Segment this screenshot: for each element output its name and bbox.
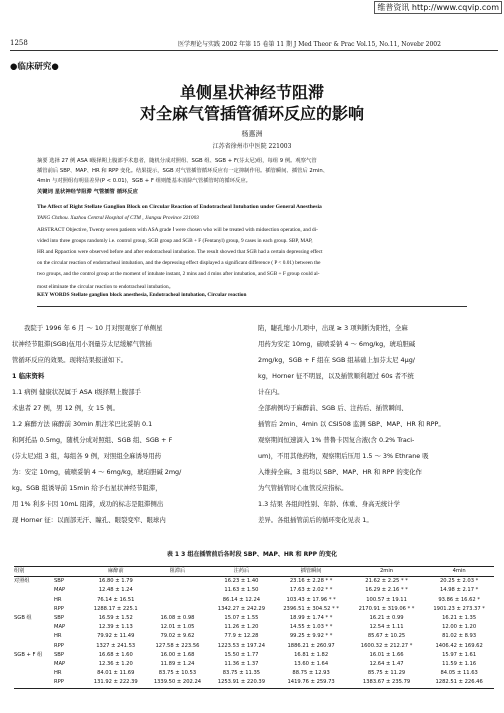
table-value-cell: 83.75 ± 11.35 <box>222 670 261 677</box>
table-value-cell: 16.23 ± 1.40 <box>224 578 259 585</box>
table-value-cell: 21.62 ± 2.25 * * <box>365 578 408 585</box>
body-right-line: 计在内。 <box>258 388 284 396</box>
table-header-cell: 插管瞬间 <box>273 567 348 577</box>
table-metric-cell: MAP <box>54 624 66 631</box>
body-left-line: (芬太尼)组 3 组，每组各 9 例，对照组全麻诱导用药 <box>12 452 162 460</box>
table-value-cell: 16.29 ± 2.16 * * <box>365 587 408 594</box>
table-header-row <box>14 567 494 577</box>
body-right-line: 全部病例均于麻醉前、SGB 后、注药后、插管瞬间、 <box>258 404 408 412</box>
english-author: YANG Chzhou. Xuzhou Central Hospital of CTM , Jiangsu Province 221003 <box>37 215 199 221</box>
table-value-cell: 85.75 ± 11.29 <box>367 670 406 677</box>
table-header-cell: 4min <box>424 567 494 577</box>
table-value-cell: 13.60 ± 1.64 <box>294 661 329 668</box>
abstract-en-line: vided into three groups randomly i.e. control group, SGB group and SGB + F (Fentanyl) group, 9 cases in each group. SBP, MAP, <box>37 238 313 244</box>
table-row <box>14 577 494 587</box>
table-value-cell: 2170.91 ± 319.06 * * <box>358 605 415 612</box>
table-value-cell: 12.54 ± 1.11 <box>369 624 404 631</box>
body-right-line: 入维持全麻。3 组均以 SBP、MAP、HR 和 RPP 的变化作 <box>258 468 422 476</box>
table-value-cell: 1419.76 ± 259.73 <box>273 678 348 688</box>
table-value-cell: 16.08 ± 0.98 <box>160 615 195 622</box>
table-value-cell: 23.16 ± 2.28 * * <box>289 578 333 585</box>
body-left-line: 状神经节阻滞(SGB)伍用小剂量芬太尼缓解气管插 <box>12 340 152 348</box>
table-value-cell: 12.01 ± 1.05 <box>160 624 195 631</box>
table-row <box>14 660 494 669</box>
table-value-cell: 16.21 ± 1.35 <box>442 615 477 622</box>
table-value-cell: 16.80 ± 1.79 <box>98 578 133 585</box>
table-value-cell: 83.75 ± 10.53 <box>158 670 197 677</box>
table-metric-cell: RPP <box>54 605 64 612</box>
table-group-cell <box>14 623 54 632</box>
abstract-en-line: two groups, and the control group at the moment of intubate instant, 2 mins and 4 mins after intubation, and SGB + F group could al- <box>37 271 320 277</box>
body-left-line: 1.2 麻醉方法 麻醉前 30min 肌注苯巴比妥钠 0.1 <box>12 420 153 428</box>
watermark: 维普资讯 http://www.cqvip.com <box>374 1 502 14</box>
table-value-cell: 11.89 ± 1.24 <box>160 661 195 668</box>
table-value-cell: 20.25 ± 2.03 * <box>439 578 479 585</box>
table-value-cell <box>145 596 209 605</box>
table-value-cell: 16.81 ± 1.82 <box>294 651 329 658</box>
table-row <box>14 651 494 660</box>
table-value-cell: 1383.67 ± 235.79 <box>349 678 424 688</box>
table-value-cell: 15.97 ± 1.61 <box>442 651 477 658</box>
table-value-cell: 131.92 ± 222.39 <box>86 678 145 688</box>
table-value-cell: 1327 ± 241.53 <box>96 642 136 649</box>
table-value-cell: 127.58 ± 223.56 <box>155 642 200 649</box>
table-value-cell: 2396.51 ± 304.52 * * <box>283 605 339 612</box>
table-value-cell: 16.68 ± 1.60 <box>98 651 133 658</box>
abstract-en-line: most eliminate the circular reaction to endotracheal intubation。 <box>37 284 174 290</box>
table-value-cell: 77.9 ± 12.28 <box>224 633 259 640</box>
table-metric-cell: HR <box>54 670 62 677</box>
table-row <box>14 632 494 641</box>
abstract-rule <box>37 306 467 307</box>
table-metric-cell: RPP <box>54 678 86 688</box>
table-group-cell <box>14 596 54 605</box>
table-row <box>14 669 494 678</box>
title-line-2: 对全麻气管插管循环反应的影响 <box>139 104 364 123</box>
keywords-cn: 关键词 星状神经节阻滞 气管插管 循环反应 <box>37 189 138 195</box>
table-caption: 表 1 3 组在插管前后各时段 SBP、MAP、HR 和 RPP 的变化 <box>166 551 338 558</box>
body-right-line: 为气管插管时心血管反应指标。 <box>258 484 348 492</box>
table-row <box>14 605 494 614</box>
keywords-en: KEY WORDS Stellate ganglion block anesthesia, Endotracheal intubation, Circular reaction <box>37 292 247 298</box>
table-group-cell <box>14 669 54 678</box>
table-metric-cell: HR <box>54 633 62 640</box>
table-header-cell: 组别 <box>14 567 54 577</box>
table-value-cell: 12.36 ± 1.20 <box>98 661 133 668</box>
english-title: The Affect of Right Stellate Ganglion Block on Circular Reaction of Endotracheal Intubation under General Anesthesia <box>37 204 322 210</box>
table-value-cell: 16.01 ± 1.66 <box>369 651 404 658</box>
table-group-cell: SGB 组 <box>14 615 32 622</box>
table-value-cell: 84.01 ± 11.69 <box>97 670 135 677</box>
running-head: 医学理论与实践 2002 年第 15 卷第 11 期 J Med Theor & Prac Vol.15, No.11, Novebr 2002 <box>178 41 441 48</box>
table-value-cell: 79.92 ± 11.49 <box>97 633 135 640</box>
body-left-line: 为：安定 10mg，硫喷妥钠 4 ～ 6mg/kg，琥珀胆碱 2mg/ <box>12 468 182 476</box>
table-value-cell: 12.64 ± 1.47 <box>369 661 404 668</box>
table-metric-cell: SBP <box>54 578 64 585</box>
table-metric-cell: HR <box>54 596 62 603</box>
table-row <box>14 623 494 632</box>
body-left-line: 用 1% 利多卡因 10mL 阻滞，成功的标志是阻滞侧出 <box>12 500 164 508</box>
table-group-cell <box>14 586 54 595</box>
body-right-line: 2mg/kg，SGB + F 组在 SGB 组基础上加芬太尼 4μg/ <box>258 356 415 364</box>
table-value-cell: 1282.51 ± 226.46 <box>424 678 494 688</box>
table-group-cell <box>14 605 54 614</box>
body-right-line: 用药为安定 10mg，硫喷妥钠 4 ～ 6mg/kg，琥珀胆碱 <box>258 340 416 348</box>
body-left-heading: 1 临床资料 <box>12 372 45 380</box>
table-value-cell <box>145 577 209 587</box>
table-group-cell: 对照组 <box>14 578 30 585</box>
table-value-cell <box>145 586 209 595</box>
abstract-en-line: HR and Rppaction were observed before and after endotracheal intubation. The result showed that SGB had a certain depressing effect <box>37 249 323 255</box>
affiliation: 江苏省徐州市中医院 221003 <box>212 143 292 150</box>
table-row <box>14 614 494 623</box>
body-left-line: kg。SGB 组诱导前 15min 给予右星状神经节阻滞， <box>12 484 162 492</box>
body-right-line: um)，不用其他药物，观察期后压用 1.5 ～ 3% Ethrane 吸 <box>258 452 429 460</box>
body-right-line: 差异。各组插管前后的循环变化见表 1。 <box>258 516 373 524</box>
table-value-cell: 1288.17 ± 225.1 <box>93 605 138 612</box>
table-value-cell: 14.98 ± 2.17 * <box>439 587 479 594</box>
body-left-line: 术患者 27 例，男 12 例，女 15 例。 <box>12 404 119 412</box>
table-metric-cell: RPP <box>54 642 64 649</box>
table-row <box>14 586 494 595</box>
table-header-cell <box>54 567 86 577</box>
abstract-cn-line: 摘要 选择 27 例 ASA Ⅰ级择期上腹部手术患者，随机分成对照组、SGB 组、SGB + F(芬太尼)组，每组 9 例。观察气管 <box>37 158 317 164</box>
table-value-cell: 17.63 ± 2.02 * * <box>289 587 333 594</box>
table-value-cell: 11.26 ± 1.20 <box>224 624 259 631</box>
body-right-line: 观察期间恒速滴入 1% 普鲁卡因复合液(含 0.2% Traci- <box>258 436 415 444</box>
table-row <box>14 642 494 651</box>
table-value-cell: 1223.53 ± 197.24 <box>217 642 266 649</box>
table-group-cell <box>14 632 54 641</box>
table-value-cell: 15.07 ± 1.55 <box>224 615 259 622</box>
table-value-cell: 11.36 ± 1.37 <box>224 661 259 668</box>
table-value-cell: 86.14 ± 12.24 <box>222 596 261 603</box>
table-value-cell: 16.59 ± 1.52 <box>98 615 133 622</box>
page-number: 1258 <box>10 39 28 47</box>
table-value-cell: 1342.27 ± 242.29 <box>217 605 266 612</box>
table-group-cell <box>14 660 54 669</box>
body-right-line: 陷，睫孔缩小几项中，出现 ≥ 3 项判断为阳性，全麻 <box>258 324 408 332</box>
table-row <box>14 678 494 688</box>
table-metric-cell: MAP <box>54 587 66 594</box>
table-value-cell: 1600.32 ± 212.27 * <box>360 642 413 649</box>
table-value-cell: 18.99 ± 1.74 * * <box>289 615 333 622</box>
body-right-line: kg，Horner 征不明显，以及插管顺利超过 60s 者不统 <box>258 372 414 380</box>
table-value-cell <box>145 605 209 614</box>
table-value-cell: 84.05 ± 11.63 <box>440 670 478 677</box>
abstract-cn-line: 4min 与对照组有明显差异(P < 0.01)，SGB + F 组则能基本消除气管插管时的循环反应。 <box>37 178 251 184</box>
body-left-line: 我院于 1996 年 6 月 ～ 10 月对照观察了单侧星 <box>24 324 163 332</box>
table-value-cell: 76.14 ± 16.51 <box>97 596 135 603</box>
author: 杨惠洲 <box>241 130 263 138</box>
table-metric-cell: SBP <box>54 651 64 658</box>
abstract-en-line: ABSTRACT Objective, Twenty seven patients with ASA grade Ⅰ were chosen who will be treated with midsection operation, and di- <box>37 227 318 233</box>
table-value-cell: 11.59 ± 1.16 <box>442 661 477 668</box>
table-value-cell: 100.57 ± 19.11 <box>366 596 407 603</box>
table-header-cell: 2min <box>349 567 424 577</box>
table-metric-cell: MAP <box>54 661 66 668</box>
table-value-cell: 16.00 ± 1.68 <box>160 651 195 658</box>
table-value-cell: 16.21 ± 0.99 <box>369 615 404 622</box>
table-value-cell: 1901.23 ± 273.37 * <box>433 605 485 612</box>
title-line-1: 单侧星状神经节阻滞 <box>179 83 324 102</box>
table-row <box>14 596 494 605</box>
abstract-en-line: on the circular reaction of endotracheal intubation, and the depressing effect displayed a significant difference ( P < 0.01) between the <box>37 260 321 266</box>
body-left-line: 现 Horner 征：以面部无汗、瞳孔、眼裂变窄、眼球内 <box>12 516 166 524</box>
table-value-cell: 12.00 ± 1.20 <box>442 624 477 631</box>
table-value-cell: 14.55 ± 1.03 * * <box>289 624 333 631</box>
body-left-line: 管循环反应的效果。现将结果报道如下。 <box>12 356 128 364</box>
body-right-line: 1.3 结果 各组间性别、年龄、体重、身高无统计学 <box>258 500 401 508</box>
table-header-cell: 阻滞后 <box>145 567 209 577</box>
table-group-cell <box>14 678 54 688</box>
table-value-cell: 11.63 ± 1.50 <box>224 587 259 594</box>
table-value-cell: 88.75 ± 12.93 <box>292 670 330 677</box>
table-value-cell: 79.02 ± 9.62 <box>160 633 195 640</box>
table-value-cell: 81.02 ± 8.93 <box>442 633 477 640</box>
table-value-cell: 93.86 ± 16.62 * <box>438 596 480 603</box>
body-right-line: 插管后 2min、4min 以 CSI508 监测 SBP、MAP、HR 和 RPP。 <box>258 420 445 428</box>
table-header-cell: 注药后 <box>209 567 273 577</box>
table-value-cell: 1339.50 ± 202.24 <box>145 678 209 688</box>
table-value-cell: 1406.42 ± 169.62 <box>435 642 483 649</box>
table-value-cell: 15.50 ± 1.77 <box>224 651 259 658</box>
table-value-cell: 103.43 ± 17.96 * * <box>286 596 336 603</box>
table-body <box>14 577 494 688</box>
table-group-cell <box>14 642 54 651</box>
table-value-cell: 12.39 ± 1.13 <box>98 624 133 631</box>
table-value-cell: 12.48 ± 1.24 <box>98 587 133 594</box>
body-left-line: 1.1 病例 健康状况属于 ASA Ⅰ级择期上腹部手 <box>12 388 141 396</box>
table-value-cell: 1253.91 ± 220.39 <box>209 678 273 688</box>
table-group-cell: SGB + F 组 <box>14 651 43 658</box>
table-value-cell: 99.25 ± 9.92 * * <box>289 633 333 640</box>
table-metric-cell: SBP <box>54 615 64 622</box>
table-header-cell: 麻醉前 <box>86 567 145 577</box>
section-label: ●临床研究● <box>10 62 59 72</box>
header-rule <box>10 50 498 51</box>
body-left-line: 和阿托品 0.5mg，随机分成对照组、SGB 组、SGB + F <box>12 436 173 444</box>
table-value-cell: 85.67 ± 10.25 <box>367 633 406 640</box>
abstract-cn-line: 插管前后 SBP、MAP、HR 和 RPP 变化。结果提示，SGB 对气管插管循环反应有一定抑制作用。插管瞬间、插管后 2min、 <box>37 168 329 174</box>
table-value-cell: 1886.21 ± 260.97 <box>287 642 335 649</box>
results-table <box>14 566 494 689</box>
